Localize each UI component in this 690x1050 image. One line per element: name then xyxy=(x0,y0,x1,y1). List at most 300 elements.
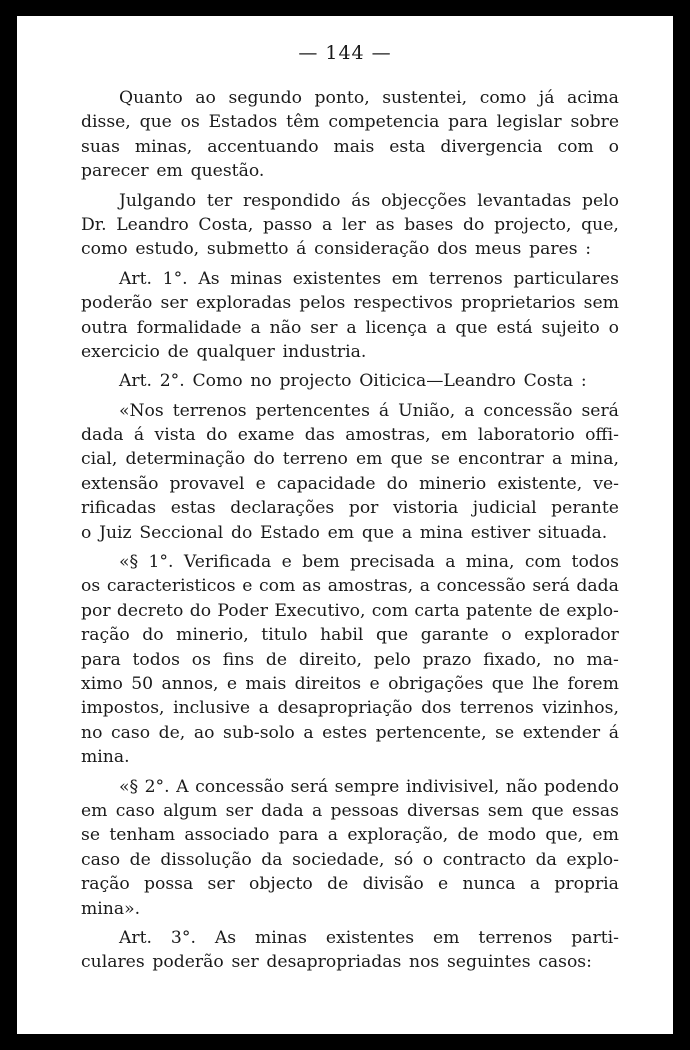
word: 50 xyxy=(131,673,154,694)
text-line xyxy=(81,897,619,921)
word: questão. xyxy=(190,161,265,182)
word: pelo xyxy=(581,190,619,211)
word: minas, xyxy=(134,136,193,157)
word: Poder xyxy=(217,600,269,621)
text-line xyxy=(81,950,619,974)
word: de xyxy=(538,600,560,621)
text-line xyxy=(81,574,619,598)
word: que, xyxy=(545,825,584,846)
word: e xyxy=(226,673,238,694)
word: do xyxy=(206,425,228,446)
word: com xyxy=(371,600,409,621)
word: ximo xyxy=(81,673,123,694)
word: titulo xyxy=(261,625,308,646)
word: 3°. xyxy=(170,927,196,948)
word: á xyxy=(296,239,307,260)
word: se xyxy=(495,722,515,743)
word: já xyxy=(538,88,555,108)
word: terrenos xyxy=(478,927,553,948)
word: objecto xyxy=(249,874,313,895)
word: 1°. xyxy=(162,268,188,289)
word: em xyxy=(327,522,355,543)
word: ás xyxy=(351,190,371,211)
word: minerio, xyxy=(176,625,249,646)
word: Quanto xyxy=(119,88,183,108)
word: os xyxy=(81,576,101,597)
word: Estado xyxy=(260,522,320,543)
page-number: — 144 — xyxy=(298,42,392,64)
word: á xyxy=(378,400,390,421)
word: terrenos xyxy=(172,400,247,421)
word: dissolução xyxy=(160,849,252,870)
word: projecto, xyxy=(494,214,572,235)
word: Costa, xyxy=(198,214,254,235)
word: concessão xyxy=(483,400,573,421)
word: contracto xyxy=(442,849,526,870)
word: determinação xyxy=(125,449,246,470)
word: Art. xyxy=(119,371,152,392)
text-line xyxy=(81,213,619,237)
word: direito, xyxy=(298,649,362,670)
word: vizinhos, xyxy=(542,698,619,719)
word: dada xyxy=(81,425,124,446)
word: ser xyxy=(207,874,235,895)
word: levantadas xyxy=(477,190,572,211)
word: dos xyxy=(437,239,468,260)
word: formalidade xyxy=(136,317,242,338)
word: Executivo, xyxy=(274,600,366,621)
word: com xyxy=(259,576,296,597)
word: que xyxy=(139,112,172,133)
word: «§ xyxy=(119,776,139,797)
text-line xyxy=(81,267,619,291)
word: annos, xyxy=(161,673,219,694)
word: não xyxy=(269,317,302,338)
word: a xyxy=(464,400,475,421)
word: terrenos xyxy=(459,698,534,719)
word: Juiz xyxy=(99,522,132,543)
word: sociedade, xyxy=(292,849,385,870)
word: algum xyxy=(163,800,218,821)
word: bem xyxy=(302,552,340,573)
word: que xyxy=(531,800,564,821)
word: o xyxy=(608,136,619,157)
word: passo xyxy=(263,214,313,235)
word: acima xyxy=(567,88,619,108)
word: estiver xyxy=(470,522,531,543)
word: e xyxy=(369,673,380,694)
word: ma- xyxy=(586,649,619,670)
word: o xyxy=(501,625,512,646)
word: amostras, xyxy=(345,425,431,446)
word: todos xyxy=(132,649,180,670)
word: sempre xyxy=(334,776,400,797)
word: a xyxy=(321,214,333,235)
word: pertencentes xyxy=(255,400,370,421)
text-line xyxy=(81,237,619,261)
word: explorador xyxy=(524,625,619,646)
word: mais xyxy=(245,673,287,694)
word: e xyxy=(255,473,266,494)
word: como xyxy=(479,88,527,108)
word: das xyxy=(304,425,335,446)
word: culares xyxy=(81,952,145,973)
word: minerio xyxy=(419,473,487,494)
word: indivisivel, xyxy=(405,776,500,797)
word: se xyxy=(430,449,450,470)
word: a xyxy=(346,317,357,338)
body-text xyxy=(81,86,619,975)
word: terrenos xyxy=(428,268,503,289)
word: nos xyxy=(409,952,440,973)
word: judicial xyxy=(472,498,537,519)
word: ração xyxy=(81,874,130,895)
word: mina, xyxy=(570,449,619,470)
text-line xyxy=(81,86,619,110)
word: Dr. xyxy=(81,214,107,235)
text-line xyxy=(81,872,619,896)
text-line xyxy=(81,496,619,520)
word: 2°. xyxy=(159,371,185,392)
word: As xyxy=(198,268,220,289)
paragraph xyxy=(81,86,619,184)
paragraph xyxy=(81,775,619,921)
word: só xyxy=(394,849,414,870)
word: suas xyxy=(81,136,120,157)
word: direitos xyxy=(294,673,362,694)
word: rificadas xyxy=(81,498,157,519)
word: esta xyxy=(389,136,426,157)
text-line xyxy=(81,696,619,720)
word: prazo xyxy=(422,649,472,670)
word: legislar xyxy=(496,112,562,133)
word: da xyxy=(535,849,557,870)
word: habil xyxy=(320,625,364,646)
text-line xyxy=(81,599,619,623)
word: ao xyxy=(195,88,216,108)
word: concessão xyxy=(436,576,526,597)
word: para xyxy=(448,112,488,133)
word: a xyxy=(258,698,269,719)
word: licença xyxy=(365,317,428,338)
word: será xyxy=(532,576,570,597)
word: respondido xyxy=(242,190,341,211)
word: de xyxy=(129,849,151,870)
word: minas xyxy=(255,927,307,948)
word: do xyxy=(386,473,408,494)
word: Verificada xyxy=(183,552,272,573)
word: explo- xyxy=(566,849,619,870)
paragraph xyxy=(81,926,619,975)
word: estas xyxy=(170,498,216,519)
word: será xyxy=(290,776,329,797)
word: em xyxy=(391,268,419,289)
word: Seccional xyxy=(139,522,224,543)
word: caso xyxy=(111,722,151,743)
word: União, xyxy=(398,400,456,421)
word: sub-solo xyxy=(223,722,295,743)
word: seguintes xyxy=(446,952,531,973)
text-line xyxy=(81,340,619,364)
word: para xyxy=(81,649,121,670)
word: mina xyxy=(419,522,463,543)
word: pertencente, xyxy=(375,722,487,743)
word: dos xyxy=(421,698,452,719)
word: existentes xyxy=(325,927,415,948)
word: consideração xyxy=(314,239,430,260)
word: á xyxy=(608,722,619,743)
word: podendo xyxy=(544,776,619,797)
word: que xyxy=(361,522,395,543)
text-line xyxy=(81,472,619,496)
paragraph xyxy=(81,550,619,770)
word: caso xyxy=(115,800,155,821)
word: por xyxy=(348,498,379,519)
word: exploração, xyxy=(347,825,449,846)
word: pessoas xyxy=(330,800,399,821)
word: sem xyxy=(487,800,524,821)
word: do xyxy=(189,600,212,621)
text-line xyxy=(81,521,619,545)
word: e xyxy=(281,552,292,573)
word: pelos xyxy=(299,293,346,314)
word: ler xyxy=(341,214,366,235)
word: bases xyxy=(404,214,454,235)
word: ponto, xyxy=(314,88,370,108)
word: objecções xyxy=(381,190,467,211)
word: com xyxy=(524,552,562,573)
word: em xyxy=(440,425,468,446)
text-line xyxy=(81,823,619,847)
word: meus xyxy=(475,239,522,260)
word: que, xyxy=(581,214,619,235)
word: caso xyxy=(81,849,121,870)
word: Costa xyxy=(523,371,574,392)
word: a xyxy=(551,449,563,470)
word: existentes xyxy=(292,268,382,289)
text-line xyxy=(81,745,619,769)
text-line xyxy=(81,848,619,872)
text-line xyxy=(81,447,619,471)
paragraph xyxy=(81,369,619,393)
text-line xyxy=(81,550,619,574)
word: a xyxy=(529,874,541,895)
text-line xyxy=(81,110,619,134)
word: que xyxy=(375,625,409,646)
word: industria. xyxy=(282,341,367,362)
word: casos: xyxy=(538,952,592,973)
word: de xyxy=(327,874,349,895)
word: de xyxy=(265,649,288,670)
word: parecer xyxy=(81,161,149,182)
word: em xyxy=(433,927,460,948)
word: declarações xyxy=(230,498,335,519)
word: em xyxy=(81,800,108,821)
word: caracteristicos xyxy=(106,576,236,597)
word: : xyxy=(585,239,592,260)
word: vista xyxy=(154,425,196,446)
word: no xyxy=(250,371,272,392)
word: no xyxy=(553,649,575,670)
word: amostras, xyxy=(327,576,414,597)
word: outra xyxy=(81,317,128,338)
word: concessão xyxy=(195,776,285,797)
word: de, xyxy=(158,722,186,743)
word: essas xyxy=(572,800,619,821)
word: projecto xyxy=(279,371,352,392)
word: 1°. xyxy=(148,552,174,573)
word: accentuando xyxy=(207,136,319,157)
word: submetto xyxy=(206,239,289,260)
word: mais xyxy=(333,136,375,157)
word: exame xyxy=(237,425,295,446)
word: encontrar xyxy=(458,449,544,470)
word: competencia xyxy=(328,112,440,133)
word: ao xyxy=(193,722,215,743)
word: sobre xyxy=(570,112,619,133)
word: decreto xyxy=(116,600,184,621)
word: como xyxy=(81,239,128,260)
text-line xyxy=(81,159,619,183)
word: pelo xyxy=(373,649,411,670)
word: Como xyxy=(192,371,243,392)
word: o xyxy=(608,317,619,338)
word: está xyxy=(496,317,533,338)
word: exercicio xyxy=(81,341,160,362)
word: divisão xyxy=(362,874,424,895)
word: dada xyxy=(261,800,304,821)
word: diversas xyxy=(407,800,480,821)
word: minas xyxy=(230,268,283,289)
text-line xyxy=(81,648,619,672)
word: a xyxy=(250,317,261,338)
word: particulares xyxy=(513,268,619,289)
word: extender xyxy=(522,722,601,743)
word: ser xyxy=(310,317,338,338)
word: exploradas xyxy=(195,293,292,314)
word: fixado, xyxy=(483,649,542,670)
word: no xyxy=(81,722,103,743)
word: parti- xyxy=(571,927,619,948)
word: desapropriadas xyxy=(266,952,402,973)
word: o xyxy=(81,522,92,543)
text-line xyxy=(81,369,619,393)
word: 2°. xyxy=(144,776,170,797)
word: forem xyxy=(567,673,619,694)
word: a xyxy=(401,522,413,543)
word: a xyxy=(436,317,447,338)
word: estudo, xyxy=(135,239,200,260)
word: em xyxy=(156,161,183,182)
paragraph xyxy=(81,399,619,545)
word: situada. xyxy=(537,522,608,543)
word: fins xyxy=(222,649,255,670)
word: disse, xyxy=(81,112,131,133)
word: capacidade xyxy=(276,473,376,494)
text-line xyxy=(81,135,619,159)
word: ter xyxy=(206,190,233,211)
text-line xyxy=(81,672,619,696)
text-line xyxy=(81,775,619,799)
word: precisada xyxy=(350,552,435,573)
word: e xyxy=(242,576,253,597)
word: Leandro xyxy=(116,214,189,235)
word: pares xyxy=(529,239,578,260)
word: se xyxy=(81,825,100,846)
text-line xyxy=(81,189,619,213)
text-line xyxy=(81,721,619,745)
word: a xyxy=(311,800,323,821)
word: «§ xyxy=(119,552,139,573)
word: cial, xyxy=(81,449,118,470)
word: que xyxy=(455,317,488,338)
word: terreno xyxy=(282,449,348,470)
word: laboratorio xyxy=(477,425,575,446)
word: por xyxy=(81,600,111,621)
word: desapropriação xyxy=(277,698,413,719)
word: carta xyxy=(414,600,460,621)
paragraph xyxy=(81,267,619,365)
word: a xyxy=(445,552,456,573)
word: existente, xyxy=(497,473,583,494)
word: com xyxy=(557,136,594,157)
word: mina. xyxy=(81,747,130,768)
word: explo- xyxy=(566,600,619,621)
text-line xyxy=(81,399,619,423)
word: qualquer xyxy=(196,341,275,362)
word: a xyxy=(303,722,314,743)
word: em xyxy=(592,825,619,846)
word: estes xyxy=(322,722,368,743)
text-line xyxy=(81,291,619,315)
word: para xyxy=(278,825,319,846)
word: patente xyxy=(465,600,533,621)
word: garante xyxy=(420,625,489,646)
word: impostos, xyxy=(81,698,165,719)
word: obrigações xyxy=(388,673,484,694)
word: do xyxy=(230,522,253,543)
word: sujeito xyxy=(541,317,600,338)
word: ser xyxy=(225,800,253,821)
word: vistoria xyxy=(392,498,459,519)
text-line xyxy=(81,623,619,647)
word: ve- xyxy=(593,473,619,494)
word: Art. xyxy=(119,927,152,948)
word: será xyxy=(581,400,619,421)
word: as xyxy=(375,214,395,235)
word: as xyxy=(301,576,322,597)
word: Oiticica—Leandro xyxy=(359,371,516,392)
word: extensão xyxy=(81,473,159,494)
word: nunca xyxy=(462,874,516,895)
word: segundo xyxy=(228,88,302,108)
word: associado xyxy=(184,825,270,846)
word: poderão xyxy=(152,952,224,973)
word: respectivos xyxy=(353,293,453,314)
word: têm xyxy=(286,112,320,133)
word: que xyxy=(390,449,423,470)
word: divergencia xyxy=(440,136,543,157)
word: não xyxy=(505,776,538,797)
text-line xyxy=(81,423,619,447)
word: de xyxy=(167,341,189,362)
word: proprietarios xyxy=(460,293,576,314)
word: ser xyxy=(231,952,259,973)
word: da xyxy=(261,849,283,870)
word: provavel xyxy=(169,473,245,494)
paragraph xyxy=(81,189,619,262)
word: todos xyxy=(571,552,619,573)
